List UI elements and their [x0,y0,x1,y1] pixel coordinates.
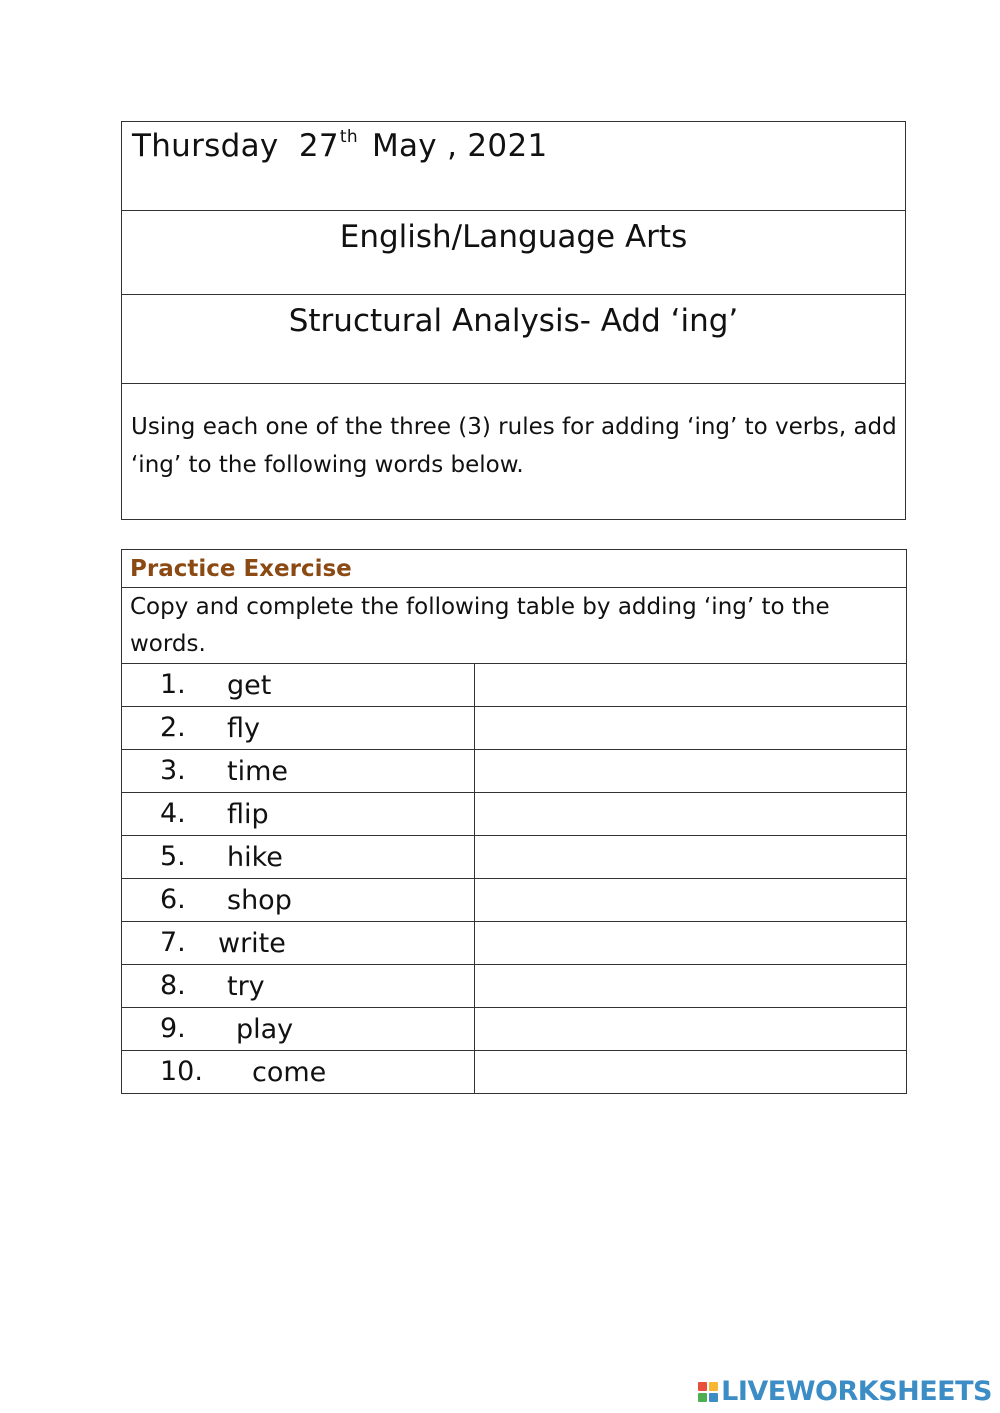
row-number: 5. [160,840,186,872]
instruction-row [122,384,905,519]
answer-cell[interactable] [475,879,907,922]
table-row [122,1051,907,1094]
answer-cell[interactable] [475,1008,907,1051]
row-number: 10. [160,1055,203,1087]
logo-square [698,1393,707,1402]
row-word: time [227,756,289,788]
word-cell [122,879,475,922]
logo-square [698,1382,707,1391]
word-cell [122,922,475,965]
row-word: try [227,971,265,1003]
logo-square [709,1382,718,1391]
topic-title: Structural Analysis- Add ‘ing’ [288,303,739,339]
subject-title: English/Language Arts [339,219,688,255]
answer-cell[interactable] [475,922,907,965]
word-cell [122,1008,475,1051]
row-word: come [252,1057,327,1089]
answer-cell[interactable] [475,707,907,750]
row-number: 3. [160,754,186,786]
word-cell [122,793,475,836]
date-row [122,122,905,211]
answer-cell[interactable] [475,1051,907,1094]
liveworksheets-watermark [698,1376,992,1407]
table-row [122,750,907,793]
topic-row [122,295,905,384]
date-month-year: May , 2021 [371,128,548,164]
answer-cell[interactable] [475,793,907,836]
exercise-title: Practice Exercise [122,550,907,588]
table-row [122,836,907,879]
date-number: 27 [298,128,339,164]
table-row [122,879,907,922]
row-number: 8. [160,969,186,1001]
header-table [121,121,906,520]
table-row [122,793,907,836]
row-word: flip [227,799,269,831]
word-cell [122,965,475,1008]
date-day: Thursday [132,128,279,164]
table-row [122,1008,907,1051]
table-row [122,922,907,965]
word-cell [122,1051,475,1094]
row-word: write [218,928,286,960]
row-word: shop [227,885,292,917]
exercise-instruction: Copy and complete the following table by adding ‘ing’ to the words. [122,588,907,664]
row-number: 4. [160,797,186,829]
row-word: fly [227,713,260,745]
row-number: 2. [160,711,186,743]
word-cell [122,707,475,750]
row-number: 6. [160,883,186,915]
subject-row [122,211,905,295]
answer-cell[interactable] [475,965,907,1008]
liveworksheets-logo-icon [698,1382,718,1402]
answer-cell[interactable] [475,664,907,707]
word-cell [122,664,475,707]
table-row [122,664,907,707]
exercise-instruction-row [122,588,907,664]
row-word: get [227,670,272,702]
row-number: 7. [160,926,186,958]
date-heading [132,128,548,164]
date-suffix: th [339,126,358,147]
row-word: play [236,1014,294,1046]
word-cell [122,750,475,793]
exercise-table [121,549,907,1094]
answer-cell[interactable] [475,836,907,879]
answer-cell[interactable] [475,750,907,793]
watermark-text: LIVEWORKSHEETS [721,1376,992,1407]
table-row [122,707,907,750]
table-row [122,965,907,1008]
word-cell [122,836,475,879]
row-word: hike [227,842,283,874]
logo-square [709,1393,718,1402]
exercise-title-row [122,550,907,588]
instruction-text: Using each one of the three (3) rules for adding ‘ing’ to verbs, add ‘ing’ to the following words below. [131,414,897,478]
row-number: 1. [160,668,186,700]
row-number: 9. [160,1012,186,1044]
